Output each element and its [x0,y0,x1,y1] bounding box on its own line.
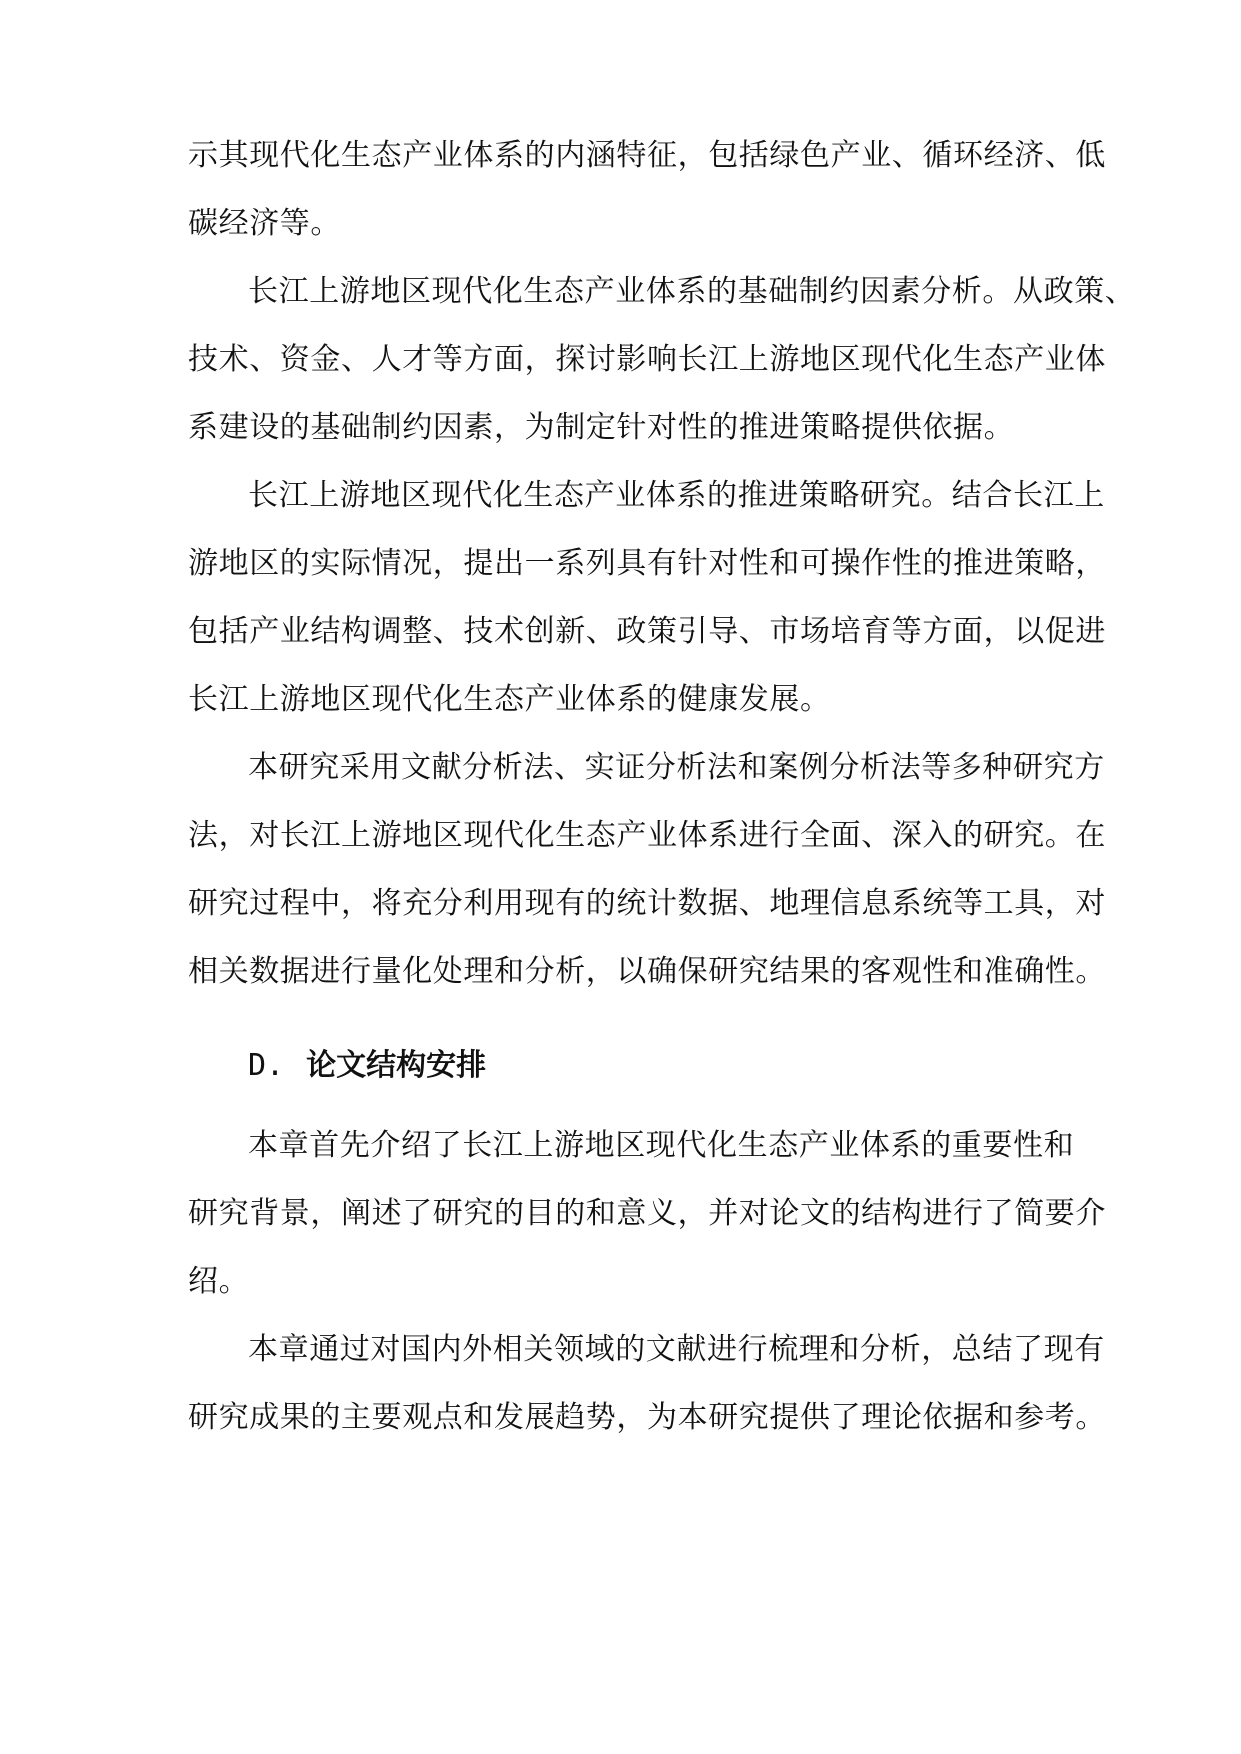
section-title: 论文结构安排 [306,1048,487,1083]
paragraph-3-line-4: 长江上游地区现代化生态产业体系的健康发展。 [188,682,831,717]
paragraph-2-line-1: 长江上游地区现代化生态产业体系的基础制约因素分析。从政策、 [248,274,1136,309]
section-paragraph-1-line-1: 本章首先介绍了长江上游地区现代化生态产业体系的重要性和 [248,1128,1075,1163]
paragraph-1-line-1: 示其现代化生态产业体系的内涵特征，包括绿色产业、循环经济、低 [188,138,1106,173]
paragraph-3-line-1: 长江上游地区现代化生态产业体系的推进策略研究。结合长江上 [248,478,1105,513]
section-paragraph-1-line-3: 绍。 [188,1264,250,1299]
paragraph-3-line-2: 游地区的实际情况，提出一系列具有针对性和可操作性的推进策略， [188,546,1106,581]
paragraph-4-line-1: 本研究采用文献分析法、实证分析法和案例分析法等多种研究方 [248,750,1105,785]
paragraph-3-line-3: 包括产业结构调整、技术创新、政策引导、市场培育等方面，以促进 [188,614,1106,649]
section-heading [248,1046,486,1086]
paragraph-4-line-2: 法，对长江上游地区现代化生态产业体系进行全面、深入的研究。在 [188,818,1106,853]
section-paragraph-1-line-2: 研究背景，阐述了研究的目的和意义，并对论文的结构进行了简要介 [188,1196,1106,1231]
section-paragraph-2-line-1: 本章通过对国内外相关领域的文献进行梳理和分析，总结了现有 [248,1332,1105,1367]
paragraph-1-line-2: 碳经济等。 [188,206,341,241]
paragraph-4-line-3: 研究过程中，将充分利用现有的统计数据、地理信息系统等工具，对 [188,886,1106,921]
paragraph-2-line-2: 技术、资金、人才等方面，探讨影响长江上游地区现代化生态产业体 [188,342,1106,377]
section-number: D. [248,1048,285,1083]
section-paragraph-2-line-2: 研究成果的主要观点和发展趋势，为本研究提供了理论依据和参考。 [188,1400,1106,1435]
paragraph-2-line-3: 系建设的基础制约因素，为制定针对性的推进策略提供依据。 [188,410,1015,445]
paragraph-4-line-4: 相关数据进行量化处理和分析，以确保研究结果的客观性和准确性。 [188,954,1106,989]
